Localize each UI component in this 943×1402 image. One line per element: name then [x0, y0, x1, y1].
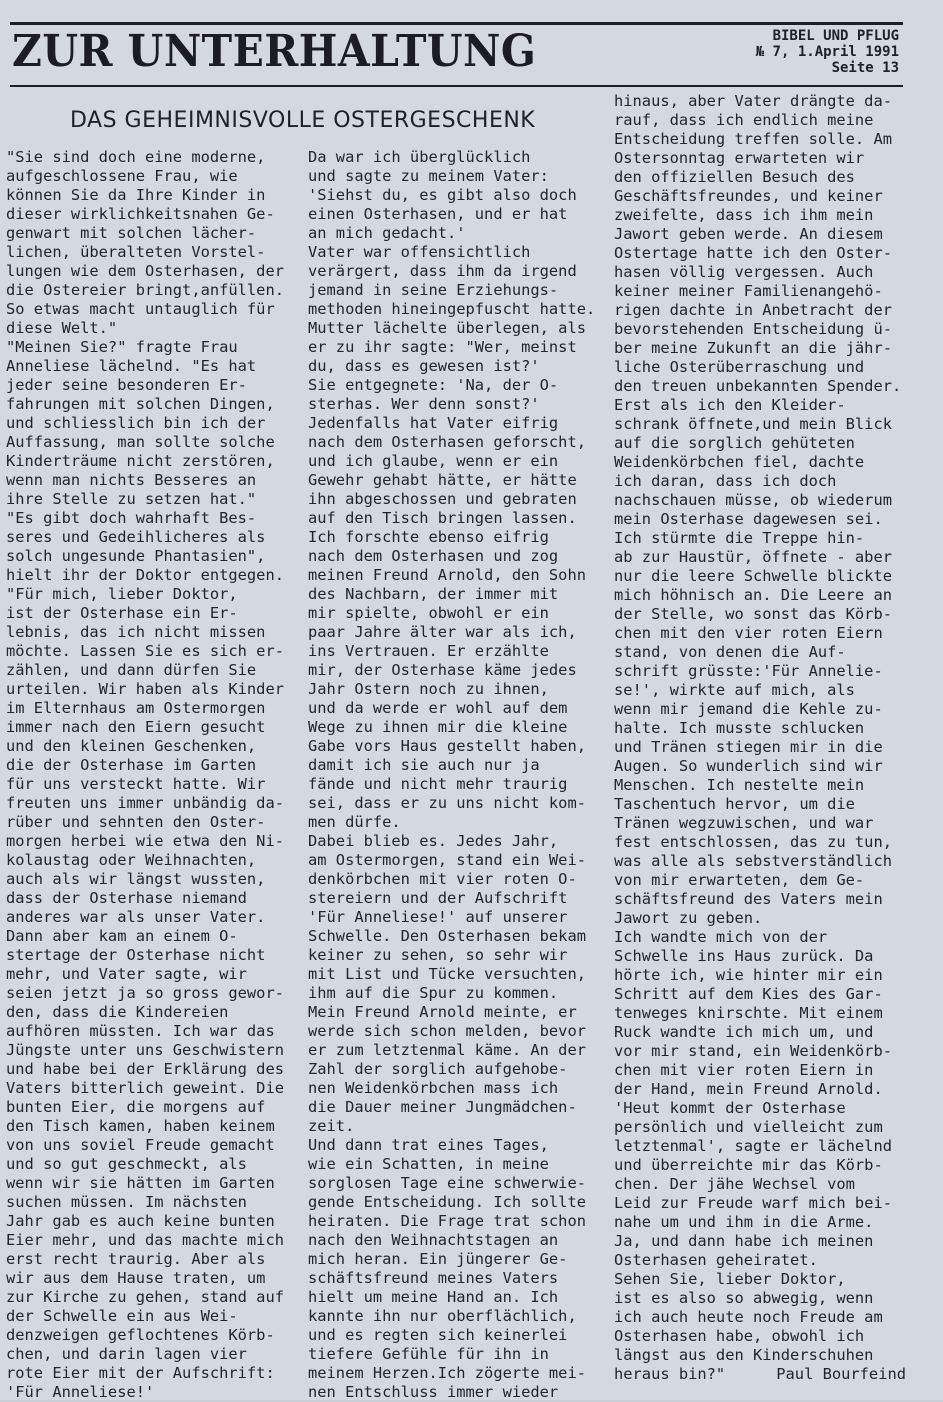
text-line: zweifelte, dass ich ihm mein: [614, 206, 874, 224]
text-line: Jedenfalls hat Vater eifrig: [308, 414, 559, 432]
text-line: "Meinen Sie?" fragte Frau: [6, 338, 238, 356]
text-line: Geschäftsfreundes, und keiner: [614, 187, 883, 205]
text-line: meinen Freund Arnold, den Sohn: [308, 566, 586, 584]
text-line: werde sich schon melden, bevor: [308, 1022, 586, 1040]
text-line: seien jetzt ja so gross gewor-: [6, 984, 284, 1002]
text-line: Ja, und dann habe ich meinen: [614, 1232, 874, 1250]
text-line: Vater war offensichtlich: [308, 243, 531, 261]
text-line: wenn mir jemand die Kehle zu-: [614, 700, 883, 718]
text-line: Ich wandte mich von der: [614, 928, 828, 946]
text-line: Da war ich überglücklich: [308, 148, 531, 166]
text-line: ihm auf die Spur zu kommen.: [308, 984, 559, 1002]
text-line: aufgeschlossene Frau, wie: [6, 167, 238, 185]
text-line: 'Heut kommt der Osterhase: [614, 1099, 846, 1117]
text-line: auf den Tisch bringen lassen.: [308, 509, 577, 527]
text-line: nachschauen müsse, ob wiederum: [614, 491, 892, 509]
text-line: dass der Osterhase niemand: [6, 889, 247, 907]
text-line: "Es gibt doch wahrhaft Bes-: [6, 509, 257, 527]
text-line: paar Jahre älter war als ich,: [308, 623, 577, 641]
text-line: für uns versteckt hatte. Wir: [6, 775, 266, 793]
text-line: ist es also so abwegig, wenn: [614, 1289, 874, 1307]
text-line: halte. Ich musste schlucken: [614, 719, 865, 737]
text-line: ber meine Zukunft an die jähr-: [614, 339, 892, 357]
text-line: du, dass es gewesen ist?': [308, 357, 540, 375]
text-line: den treuen unbekannten Spender.: [614, 377, 902, 395]
text-line: stand, von denen die Auf-: [614, 643, 846, 661]
text-line: Eier mehr, und das machte mich: [6, 1231, 284, 1249]
text-line: hielt ihr der Doktor entgegen.: [6, 566, 284, 584]
text-line: wenn wir sie hätten im Garten: [6, 1174, 275, 1192]
text-line: Taschentuch hervor, um die: [614, 795, 855, 813]
text-line: den, dass die Kindereien: [6, 1003, 229, 1021]
text-line: se!', wirkte auf mich, als: [614, 681, 855, 699]
text-line: liche Osterüberraschung und: [614, 358, 865, 376]
text-line: der Hand, mein Freund Arnold.: [614, 1080, 883, 1098]
text-line: Und dann trat eines Tages,: [308, 1136, 549, 1154]
text-line: und habe bei der Erklärung des: [6, 1060, 284, 1078]
text-line: tenweges knirschte. Mit einem: [614, 1004, 883, 1022]
text-line: Jüngste unter uns Geschwistern: [6, 1041, 284, 1059]
text-line: keiner meiner Familienangehö-: [614, 282, 883, 300]
text-line: nen Weidenkörbchen mass ich: [308, 1079, 559, 1097]
text-line: ab zur Haustür, öffnete - aber: [614, 548, 892, 566]
text-line: Gabe vors Haus gestellt haben,: [308, 737, 586, 755]
text-line: solch ungesunde Phantasien",: [6, 547, 266, 565]
text-line: Auffassung, man sollte solche: [6, 433, 275, 451]
text-line: denzweigen geflochtenes Körb-: [6, 1326, 275, 1344]
text-line: fest entschlossen, das zu tun,: [614, 833, 892, 851]
text-line: gende Entscheidung. Ich sollte: [308, 1193, 586, 1211]
text-line: men dürfe.: [308, 813, 401, 831]
text-line: hielt um meine Hand an. Ich: [308, 1288, 559, 1306]
text-line: sei, dass er zu uns nicht kom-: [308, 794, 586, 812]
text-line: Anneliese lächelnd. "Es hat: [6, 357, 257, 375]
text-line: Ich forschte ebenso eifrig: [308, 528, 549, 546]
text-line: die Ostereier bringt,anfüllen.: [6, 281, 284, 299]
text-line: jeder seine besonderen Er-: [6, 376, 247, 394]
text-line: mit List und Tücke versuchten,: [308, 965, 586, 983]
text-line: und ich glaube, wenn er ein: [308, 452, 559, 470]
text-line: Osterhasen geheiratet.: [614, 1251, 818, 1269]
text-line: nach den Weihnachtstagen an: [308, 1231, 559, 1249]
text-line: die Dauer meiner Jungmädchen-: [308, 1098, 577, 1116]
text-line: chen, und darin lagen vier: [6, 1345, 247, 1363]
text-line: [614, 1365, 906, 1384]
text-line: Ostertage hatte ich den Oster-: [614, 244, 892, 262]
text-line: Dabei blieb es. Jedes Jahr,: [308, 832, 559, 850]
text-line: dieser wirklichkeitsnahen Ge-: [6, 205, 275, 223]
article-column-2: [308, 148, 602, 1402]
text-line: zeit.: [308, 1117, 355, 1135]
text-line: Schritt auf dem Kies des Gar-: [614, 985, 883, 1003]
text-line: lebnis, das ich nicht missen: [6, 623, 266, 641]
text-line: Ostersonntag erwarteten wir: [614, 149, 865, 167]
text-line: den Tisch kamen, haben keinem: [6, 1117, 275, 1135]
text-line: der Schwelle ein aus Wei-: [6, 1307, 238, 1325]
text-line: ihre Stelle zu setzen hat.": [6, 490, 257, 508]
text-line: lichen, überalteten Vorstel-: [6, 243, 266, 261]
text-line: und es regten sich keinerlei: [308, 1326, 568, 1344]
text-line: einen Osterhasen, und er hat: [308, 205, 568, 223]
author-name: Paul Bourfeind: [776, 1365, 906, 1383]
text-line: Mutter lächelte überlegen, als: [308, 319, 586, 337]
text-line: er zu ihr sagte: "Wer, meinst: [308, 338, 577, 356]
text-line: chen mit vier roten Eiern in: [614, 1061, 874, 1079]
text-line: schrift grüsste:'Für Annelie-: [614, 662, 883, 680]
text-line: schäftsfreund des Vaters mein: [614, 890, 883, 908]
text-line: damit ich sie auch nur ja: [308, 756, 540, 774]
text-line: kannte ihn nur oberflächlich,: [308, 1307, 577, 1325]
text-line: Weidenkörbchen fiel, dachte: [614, 453, 865, 471]
text-line: "Sie sind doch eine moderne,: [6, 148, 266, 166]
text-line: 'Siehst du, es gibt also doch: [308, 186, 577, 204]
top-rule: [10, 22, 903, 25]
article-column-1: [6, 148, 296, 1402]
text-line: können Sie da Ihre Kinder in: [6, 186, 266, 204]
text-line: rigen dachte in Anbetracht der: [614, 301, 892, 319]
text-line: Mein Freund Arnold meinte, er: [308, 1003, 577, 1021]
text-line: Entscheidung treffen solle. Am: [614, 130, 892, 148]
text-line: keiner zu sehen, so sehr wir: [308, 946, 568, 964]
text-line: von mir erwarteten, dem Ge-: [614, 871, 865, 889]
text-line: immer nach den Eiern gesucht: [6, 718, 266, 736]
text-line: jemand in seine Erziehungs-: [308, 281, 559, 299]
text-line: der Stelle, wo sonst das Körb-: [614, 605, 892, 623]
text-line: hörte ich, wie hinter mir ein: [614, 966, 883, 984]
text-line: mir spielte, obwohl er ein: [308, 604, 549, 622]
text-line: und den kleinen Geschenken,: [6, 737, 257, 755]
text-line: des Nachbarn, der immer mit: [308, 585, 559, 603]
text-line: aufhören müssten. Ich war das: [6, 1022, 275, 1040]
text-line: chen. Der jähe Wechsel vom: [614, 1175, 855, 1193]
text-line: Schwelle. Den Osterhasen bekam: [308, 927, 586, 945]
text-line: rauf, dass ich endlich meine: [614, 111, 874, 129]
text-line: bevorstehenden Entscheidung ü-: [614, 320, 892, 338]
issue-date: № 7, 1.April 1991: [755, 44, 899, 60]
text-line: wie ein Schatten, in meine: [308, 1155, 549, 1173]
publication-name: BIBEL UND PFLUG: [772, 28, 899, 44]
text-line: nur die leere Schwelle blickte: [614, 567, 892, 585]
text-line: seres und Gedeihlicheres als: [6, 528, 266, 546]
text-line: mein Osterhase dagewesen sei.: [614, 510, 883, 528]
text-line: Sie entgegnete: 'Na, der O-: [308, 376, 559, 394]
text-line: morgen herbei wie etwa den Ni-: [6, 832, 284, 850]
text-line: freuten uns immer unbändig da-: [6, 794, 284, 812]
text-line: Wege zu ihnen mir die kleine: [308, 718, 568, 736]
text-line: am Ostermorgen, stand ein Wei-: [308, 851, 586, 869]
text-line: Leid zur Freude warf mich bei-: [614, 1194, 892, 1212]
text-line: Sehen Sie, lieber Doktor,: [614, 1270, 846, 1288]
text-line: stertage der Osterhase nicht: [6, 946, 266, 964]
text-line: und Tränen stiegen mir in die: [614, 738, 883, 756]
text-line: Osterhasen habe, obwohl ich: [614, 1327, 865, 1345]
text-line: verärgert, dass ihm da irgend: [308, 262, 577, 280]
text-line: Dann aber kam an einem O-: [6, 927, 238, 945]
text-line: Erst als ich den Kleider-: [614, 396, 846, 414]
text-line: genwart mit solchen lächer-: [6, 224, 257, 242]
text-line: vor mir stand, ein Weidenkörb-: [614, 1042, 892, 1060]
text-line: nahe um und ihm in die Arme.: [614, 1213, 874, 1231]
text-line: bunten Eier, die morgens auf: [6, 1098, 266, 1116]
text-line: lungen wie dem Osterhasen, der: [6, 262, 284, 280]
text-line: längst aus den Kinderschuhen: [614, 1346, 874, 1364]
text-line: fände und nicht mehr traurig: [308, 775, 568, 793]
text-line: er zum letztenmal käme. An der: [308, 1041, 586, 1059]
text-line: letztenmal', sagte er lächelnd: [614, 1137, 892, 1155]
text-line: Ich stürmte die Treppe hin-: [614, 529, 865, 547]
text-line: Zahl der sorglich aufgehobe-: [308, 1060, 568, 1078]
text-line: chen mit den vier roten Eiern: [614, 624, 883, 642]
text-line: denkörbchen mit vier roten O-: [308, 870, 577, 888]
text-line: 'Für Anneliese!' auf unserer: [308, 908, 568, 926]
text-line: Jawort zu geben.: [614, 909, 763, 927]
text-line: von uns soviel Freude gemacht: [6, 1136, 275, 1154]
text-line: anderes war als unser Vater.: [6, 908, 266, 926]
issue-info: [756, 28, 899, 76]
text-line: nach dem Osterhasen geforscht,: [308, 433, 586, 451]
text-line: nach dem Osterhasen und zog: [308, 547, 559, 565]
text-line: und sagte zu meinem Vater:: [308, 167, 549, 185]
text-line: Menschen. Ich nestelte mein: [614, 776, 865, 794]
text-line: erst recht traurig. Aber als: [6, 1250, 266, 1268]
article-title: DAS GEHEIMNISVOLLE OSTERGESCHENK: [70, 108, 536, 133]
text-line: und da werde er wohl auf dem: [308, 699, 568, 717]
text-line: und überreichte mir das Körb-: [614, 1156, 883, 1174]
text-line: ich daran, dass ich doch: [614, 472, 837, 490]
text-line: Tränen wegzuwischen, und war: [614, 814, 874, 832]
text-line: mich höhnisch an. Die Leere an: [614, 586, 892, 604]
text-line: sorglosen Tage eine schwerwie-: [308, 1174, 586, 1192]
text-line: rüber und sehnten den Oster-: [6, 813, 266, 831]
text-line: diese Welt.": [6, 319, 118, 337]
text-line: Gewehr gehabt hätte, er hätte: [308, 471, 577, 489]
text-line: tiefere Gefühle für ihn in: [308, 1345, 549, 1363]
text-line: Schwelle ins Haus zurück. Da: [614, 947, 874, 965]
text-line: an mich gedacht.': [308, 224, 466, 242]
text-line: Kinderträume nicht zerstören,: [6, 452, 275, 470]
text-line: 'Für Anneliese!': [6, 1383, 155, 1401]
text-line: mir, der Osterhase käme jedes: [308, 661, 577, 679]
text-line: suchen müssen. Im nächsten: [6, 1193, 247, 1211]
text-line: im Elternhaus am Ostermorgen: [6, 699, 266, 717]
text-line: auf die sorglich gehüteten: [614, 434, 855, 452]
text-line: sterhas. Wer denn sonst?': [308, 395, 540, 413]
article-column-3: [614, 92, 906, 1384]
text-line-final: heraus bin?": [614, 1365, 726, 1383]
text-line: den offiziellen Besuch des: [614, 168, 855, 186]
text-line: stereiern und der Aufschrift: [308, 889, 568, 907]
text-line: persönlich und vielleicht zum: [614, 1118, 883, 1136]
text-line: zählen, und dann dürfen Sie: [6, 661, 257, 679]
text-line: meinem Herzen.Ich zögerte mei-: [308, 1364, 586, 1382]
text-line: ich auch heute noch Freude am: [614, 1308, 883, 1326]
text-line: wir aus dem Hause traten, um: [6, 1269, 266, 1287]
text-line: Augen. So wunderlich sind wir: [614, 757, 883, 775]
text-line: zur Kirche zu gehen, stand auf: [6, 1288, 284, 1306]
text-line: was alle als sebstverständlich: [614, 852, 892, 870]
text-line: auch als wir längst wussten,: [6, 870, 266, 888]
text-line: nen Entschluss immer wieder: [308, 1383, 559, 1401]
text-line: fahrungen mit solchen Dingen,: [6, 395, 275, 413]
header-rule: [10, 85, 903, 87]
text-line: Jahr gab es auch keine bunten: [6, 1212, 275, 1230]
text-line: Jawort geben werde. An diesem: [614, 225, 883, 243]
text-line: ins Vertrauen. Er erzählte: [308, 642, 549, 660]
text-line: methoden hineingepfuscht hatte.: [308, 300, 596, 318]
text-line: mehr, und Vater sagte, wir: [6, 965, 247, 983]
text-line: schäftsfreund meines Vaters: [308, 1269, 559, 1287]
text-line: urteilen. Wir haben als Kinder: [6, 680, 284, 698]
page-number: Seite 13: [831, 60, 899, 76]
text-line: heiraten. Die Frage trat schon: [308, 1212, 586, 1230]
text-line: "Für mich, lieber Doktor,: [6, 585, 238, 603]
text-line: und schliesslich bin ich der: [6, 414, 266, 432]
text-line: mich heran. Ein jüngerer Ge-: [308, 1250, 568, 1268]
text-line: hinaus, aber Vater drängte da-: [614, 92, 892, 110]
text-line: schrank öffnete,und mein Blick: [614, 415, 892, 433]
text-line: ist der Osterhase ein Er-: [6, 604, 238, 622]
text-line: Jahr Ostern noch zu ihnen,: [308, 680, 549, 698]
text-line: Ruck wandte ich mich um, und: [614, 1023, 874, 1041]
text-line: hasen völlig vergessen. Auch: [614, 263, 874, 281]
text-line: möchte. Lassen Sie es sich er-: [6, 642, 284, 660]
text-line: kolaustag oder Weihnachten,: [6, 851, 257, 869]
text-line: die der Osterhase im Garten: [6, 756, 257, 774]
text-line: ihn abgeschossen und gebraten: [308, 490, 577, 508]
text-line: So etwas macht untauglich für: [6, 300, 275, 318]
text-line: und so gut geschmeckt, als: [6, 1155, 247, 1173]
text-line: rote Eier mit der Aufschrift:: [6, 1364, 275, 1382]
text-line: wenn man nichts Besseres an: [6, 471, 257, 489]
text-line: Vaters bitterlich geweint. Die: [6, 1079, 284, 1097]
section-title: ZUR UNTERHALTUNG: [12, 26, 537, 77]
